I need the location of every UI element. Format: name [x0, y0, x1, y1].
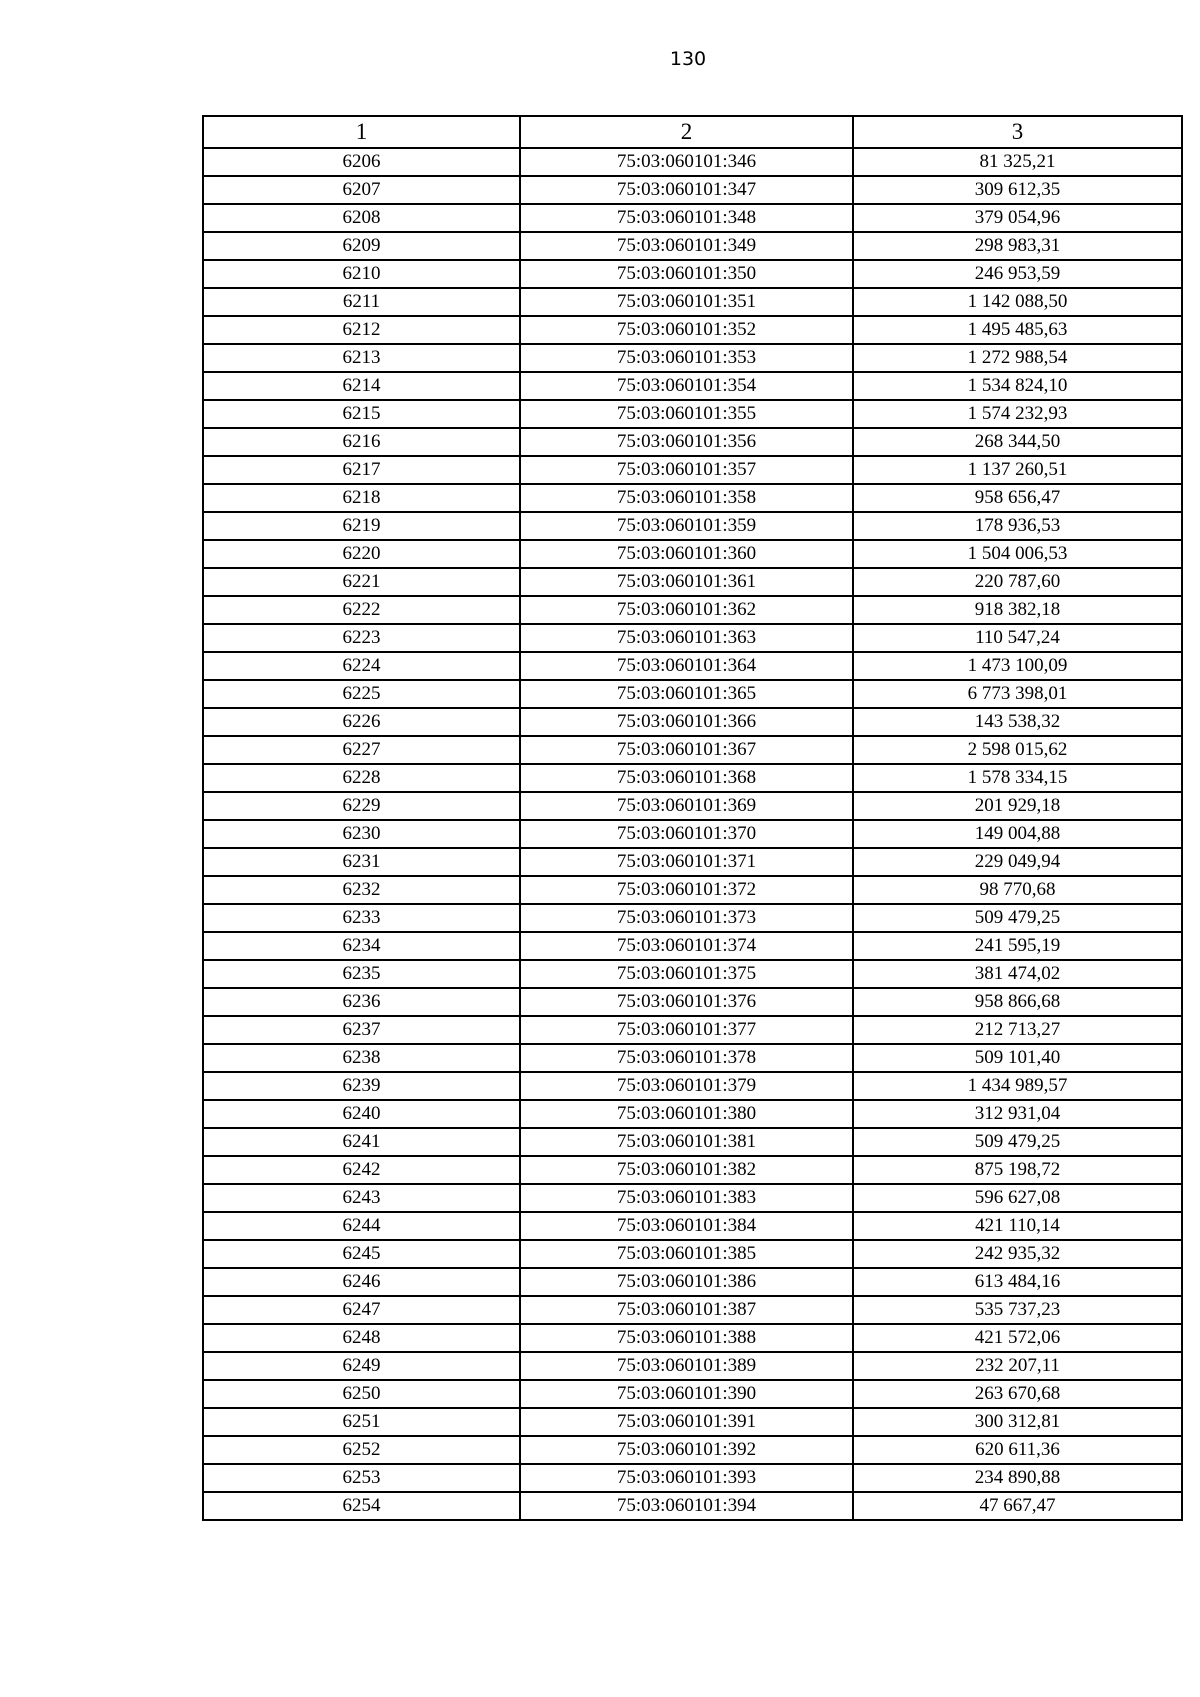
cadastral-number-cell: 75:03:060101:359 [520, 512, 853, 540]
value-cell: 509 479,25 [853, 904, 1182, 932]
table-row [203, 1380, 1182, 1408]
table-row [203, 960, 1182, 988]
table-row [203, 1296, 1182, 1324]
cadastral-number-cell: 75:03:060101:392 [520, 1436, 853, 1464]
cadastral-number-cell: 75:03:060101:350 [520, 260, 853, 288]
cadastral-number-cell: 75:03:060101:356 [520, 428, 853, 456]
column-header-1: 1 [203, 116, 520, 148]
value-cell: 312 931,04 [853, 1100, 1182, 1128]
table-row [203, 1436, 1182, 1464]
row-number-cell: 6226 [203, 708, 520, 736]
row-number-cell: 6250 [203, 1380, 520, 1408]
value-cell: 613 484,16 [853, 1268, 1182, 1296]
table-row [203, 204, 1182, 232]
value-cell: 875 198,72 [853, 1156, 1182, 1184]
row-number-cell: 6216 [203, 428, 520, 456]
cadastral-number-cell: 75:03:060101:368 [520, 764, 853, 792]
table-row [203, 232, 1182, 260]
cadastral-number-cell: 75:03:060101:379 [520, 1072, 853, 1100]
row-number-cell: 6233 [203, 904, 520, 932]
row-number-cell: 6224 [203, 652, 520, 680]
cadastral-number-cell: 75:03:060101:365 [520, 680, 853, 708]
cadastral-number-cell: 75:03:060101:357 [520, 456, 853, 484]
value-cell: 1 434 989,57 [853, 1072, 1182, 1100]
table-row [203, 1352, 1182, 1380]
row-number-cell: 6223 [203, 624, 520, 652]
row-number-cell: 6249 [203, 1352, 520, 1380]
value-cell: 241 595,19 [853, 932, 1182, 960]
table-row [203, 624, 1182, 652]
value-cell: 421 110,14 [853, 1212, 1182, 1240]
row-number-cell: 6225 [203, 680, 520, 708]
row-number-cell: 6218 [203, 484, 520, 512]
cadastral-number-cell: 75:03:060101:381 [520, 1128, 853, 1156]
cadastral-number-cell: 75:03:060101:370 [520, 820, 853, 848]
table-row [203, 176, 1182, 204]
table-row [203, 1492, 1182, 1520]
table-row [203, 736, 1182, 764]
value-cell: 620 611,36 [853, 1436, 1182, 1464]
table-row [203, 568, 1182, 596]
value-cell: 178 936,53 [853, 512, 1182, 540]
cadastral-number-cell: 75:03:060101:384 [520, 1212, 853, 1240]
row-number-cell: 6212 [203, 316, 520, 344]
cadastral-number-cell: 75:03:060101:364 [520, 652, 853, 680]
value-cell: 268 344,50 [853, 428, 1182, 456]
value-cell: 212 713,27 [853, 1016, 1182, 1044]
cadastral-number-cell: 75:03:060101:348 [520, 204, 853, 232]
table-row [203, 848, 1182, 876]
cadastral-number-cell: 75:03:060101:383 [520, 1184, 853, 1212]
value-cell: 246 953,59 [853, 260, 1182, 288]
cadastral-number-cell: 75:03:060101:393 [520, 1464, 853, 1492]
value-cell: 2 598 015,62 [853, 736, 1182, 764]
row-number-cell: 6252 [203, 1436, 520, 1464]
value-cell: 300 312,81 [853, 1408, 1182, 1436]
row-number-cell: 6228 [203, 764, 520, 792]
table-row [203, 428, 1182, 456]
value-cell: 242 935,32 [853, 1240, 1182, 1268]
row-number-cell: 6227 [203, 736, 520, 764]
table-row [203, 372, 1182, 400]
row-number-cell: 6240 [203, 1100, 520, 1128]
value-cell: 421 572,06 [853, 1324, 1182, 1352]
cadastral-number-cell: 75:03:060101:347 [520, 176, 853, 204]
cadastral-number-cell: 75:03:060101:349 [520, 232, 853, 260]
row-number-cell: 6214 [203, 372, 520, 400]
value-cell: 298 983,31 [853, 232, 1182, 260]
row-number-cell: 6207 [203, 176, 520, 204]
row-number-cell: 6221 [203, 568, 520, 596]
cadastral-number-cell: 75:03:060101:378 [520, 1044, 853, 1072]
value-cell: 1 473 100,09 [853, 652, 1182, 680]
table-row [203, 1072, 1182, 1100]
row-number-cell: 6232 [203, 876, 520, 904]
cadastral-number-cell: 75:03:060101:390 [520, 1380, 853, 1408]
cadastral-number-cell: 75:03:060101:373 [520, 904, 853, 932]
table-row [203, 904, 1182, 932]
row-number-cell: 6220 [203, 540, 520, 568]
table-header-row [203, 116, 1182, 148]
row-number-cell: 6215 [203, 400, 520, 428]
row-number-cell: 6208 [203, 204, 520, 232]
table-row [203, 1212, 1182, 1240]
row-number-cell: 6253 [203, 1464, 520, 1492]
value-cell: 1 574 232,93 [853, 400, 1182, 428]
table-row [203, 988, 1182, 1016]
row-number-cell: 6248 [203, 1324, 520, 1352]
row-number-cell: 6209 [203, 232, 520, 260]
row-number-cell: 6206 [203, 148, 520, 176]
column-header-3: 3 [853, 116, 1182, 148]
table-row [203, 288, 1182, 316]
table-row [203, 708, 1182, 736]
value-cell: 81 325,21 [853, 148, 1182, 176]
row-number-cell: 6254 [203, 1492, 520, 1520]
value-cell: 509 101,40 [853, 1044, 1182, 1072]
cadastral-number-cell: 75:03:060101:353 [520, 344, 853, 372]
row-number-cell: 6234 [203, 932, 520, 960]
row-number-cell: 6243 [203, 1184, 520, 1212]
table-row [203, 792, 1182, 820]
row-number-cell: 6213 [203, 344, 520, 372]
table-row [203, 484, 1182, 512]
value-cell: 143 538,32 [853, 708, 1182, 736]
table-row [203, 1156, 1182, 1184]
table-row [203, 596, 1182, 624]
row-number-cell: 6247 [203, 1296, 520, 1324]
row-number-cell: 6210 [203, 260, 520, 288]
table-row [203, 260, 1182, 288]
table-row [203, 400, 1182, 428]
value-cell: 1 137 260,51 [853, 456, 1182, 484]
row-number-cell: 6251 [203, 1408, 520, 1436]
value-cell: 47 667,47 [853, 1492, 1182, 1520]
row-number-cell: 6230 [203, 820, 520, 848]
value-cell: 229 049,94 [853, 848, 1182, 876]
value-cell: 110 547,24 [853, 624, 1182, 652]
row-number-cell: 6236 [203, 988, 520, 1016]
cadastral-number-cell: 75:03:060101:351 [520, 288, 853, 316]
row-number-cell: 6231 [203, 848, 520, 876]
cadastral-number-cell: 75:03:060101:376 [520, 988, 853, 1016]
cadastral-number-cell: 75:03:060101:388 [520, 1324, 853, 1352]
row-number-cell: 6235 [203, 960, 520, 988]
cadastral-number-cell: 75:03:060101:372 [520, 876, 853, 904]
cadastral-number-cell: 75:03:060101:380 [520, 1100, 853, 1128]
table-row [203, 1324, 1182, 1352]
cadastral-number-cell: 75:03:060101:377 [520, 1016, 853, 1044]
cadastral-number-cell: 75:03:060101:387 [520, 1296, 853, 1324]
table-row [203, 1240, 1182, 1268]
row-number-cell: 6239 [203, 1072, 520, 1100]
table-row [203, 540, 1182, 568]
value-cell: 1 578 334,15 [853, 764, 1182, 792]
cadastral-number-cell: 75:03:060101:369 [520, 792, 853, 820]
table-row [203, 1268, 1182, 1296]
cadastral-number-cell: 75:03:060101:382 [520, 1156, 853, 1184]
cadastral-number-cell: 75:03:060101:386 [520, 1268, 853, 1296]
value-cell: 1 272 988,54 [853, 344, 1182, 372]
value-cell: 379 054,96 [853, 204, 1182, 232]
value-cell: 1 534 824,10 [853, 372, 1182, 400]
table-row [203, 316, 1182, 344]
row-number-cell: 6241 [203, 1128, 520, 1156]
row-number-cell: 6217 [203, 456, 520, 484]
value-cell: 232 207,11 [853, 1352, 1182, 1380]
row-number-cell: 6242 [203, 1156, 520, 1184]
cadastral-number-cell: 75:03:060101:375 [520, 960, 853, 988]
value-cell: 958 866,68 [853, 988, 1182, 1016]
value-cell: 509 479,25 [853, 1128, 1182, 1156]
table-body [203, 148, 1182, 1520]
table-row [203, 820, 1182, 848]
cadastral-number-cell: 75:03:060101:371 [520, 848, 853, 876]
cadastral-number-cell: 75:03:060101:385 [520, 1240, 853, 1268]
table-row [203, 148, 1182, 176]
column-header-2: 2 [520, 116, 853, 148]
table-row [203, 344, 1182, 372]
data-table [202, 115, 1183, 1521]
cadastral-number-cell: 75:03:060101:352 [520, 316, 853, 344]
table-row [203, 1016, 1182, 1044]
table-row [203, 1464, 1182, 1492]
value-cell: 6 773 398,01 [853, 680, 1182, 708]
cadastral-number-cell: 75:03:060101:394 [520, 1492, 853, 1520]
cadastral-number-cell: 75:03:060101:363 [520, 624, 853, 652]
value-cell: 958 656,47 [853, 484, 1182, 512]
value-cell: 220 787,60 [853, 568, 1182, 596]
table-row [203, 1128, 1182, 1156]
page-number: 130 [669, 48, 707, 70]
value-cell: 98 770,68 [853, 876, 1182, 904]
cadastral-number-cell: 75:03:060101:362 [520, 596, 853, 624]
table-row [203, 1100, 1182, 1128]
value-cell: 201 929,18 [853, 792, 1182, 820]
row-number-cell: 6237 [203, 1016, 520, 1044]
cadastral-number-cell: 75:03:060101:360 [520, 540, 853, 568]
table-row [203, 512, 1182, 540]
value-cell: 381 474,02 [853, 960, 1182, 988]
value-cell: 149 004,88 [853, 820, 1182, 848]
row-number-cell: 6246 [203, 1268, 520, 1296]
row-number-cell: 6244 [203, 1212, 520, 1240]
value-cell: 535 737,23 [853, 1296, 1182, 1324]
value-cell: 1 504 006,53 [853, 540, 1182, 568]
cadastral-number-cell: 75:03:060101:366 [520, 708, 853, 736]
row-number-cell: 6245 [203, 1240, 520, 1268]
cadastral-number-cell: 75:03:060101:361 [520, 568, 853, 596]
row-number-cell: 6238 [203, 1044, 520, 1072]
value-cell: 1 495 485,63 [853, 316, 1182, 344]
table-row [203, 876, 1182, 904]
cadastral-number-cell: 75:03:060101:355 [520, 400, 853, 428]
value-cell: 1 142 088,50 [853, 288, 1182, 316]
table-row [203, 652, 1182, 680]
table-row [203, 456, 1182, 484]
row-number-cell: 6229 [203, 792, 520, 820]
value-cell: 918 382,18 [853, 596, 1182, 624]
row-number-cell: 6222 [203, 596, 520, 624]
row-number-cell: 6219 [203, 512, 520, 540]
cadastral-number-cell: 75:03:060101:354 [520, 372, 853, 400]
table-row [203, 932, 1182, 960]
cadastral-number-cell: 75:03:060101:374 [520, 932, 853, 960]
value-cell: 263 670,68 [853, 1380, 1182, 1408]
table-row [203, 1408, 1182, 1436]
value-cell: 309 612,35 [853, 176, 1182, 204]
table-row [203, 1044, 1182, 1072]
row-number-cell: 6211 [203, 288, 520, 316]
cadastral-number-cell: 75:03:060101:391 [520, 1408, 853, 1436]
cadastral-number-cell: 75:03:060101:358 [520, 484, 853, 512]
cadastral-number-cell: 75:03:060101:367 [520, 736, 853, 764]
table-row [203, 1184, 1182, 1212]
value-cell: 234 890,88 [853, 1464, 1182, 1492]
cadastral-number-cell: 75:03:060101:346 [520, 148, 853, 176]
value-cell: 596 627,08 [853, 1184, 1182, 1212]
table-row [203, 764, 1182, 792]
cadastral-number-cell: 75:03:060101:389 [520, 1352, 853, 1380]
table-row [203, 680, 1182, 708]
